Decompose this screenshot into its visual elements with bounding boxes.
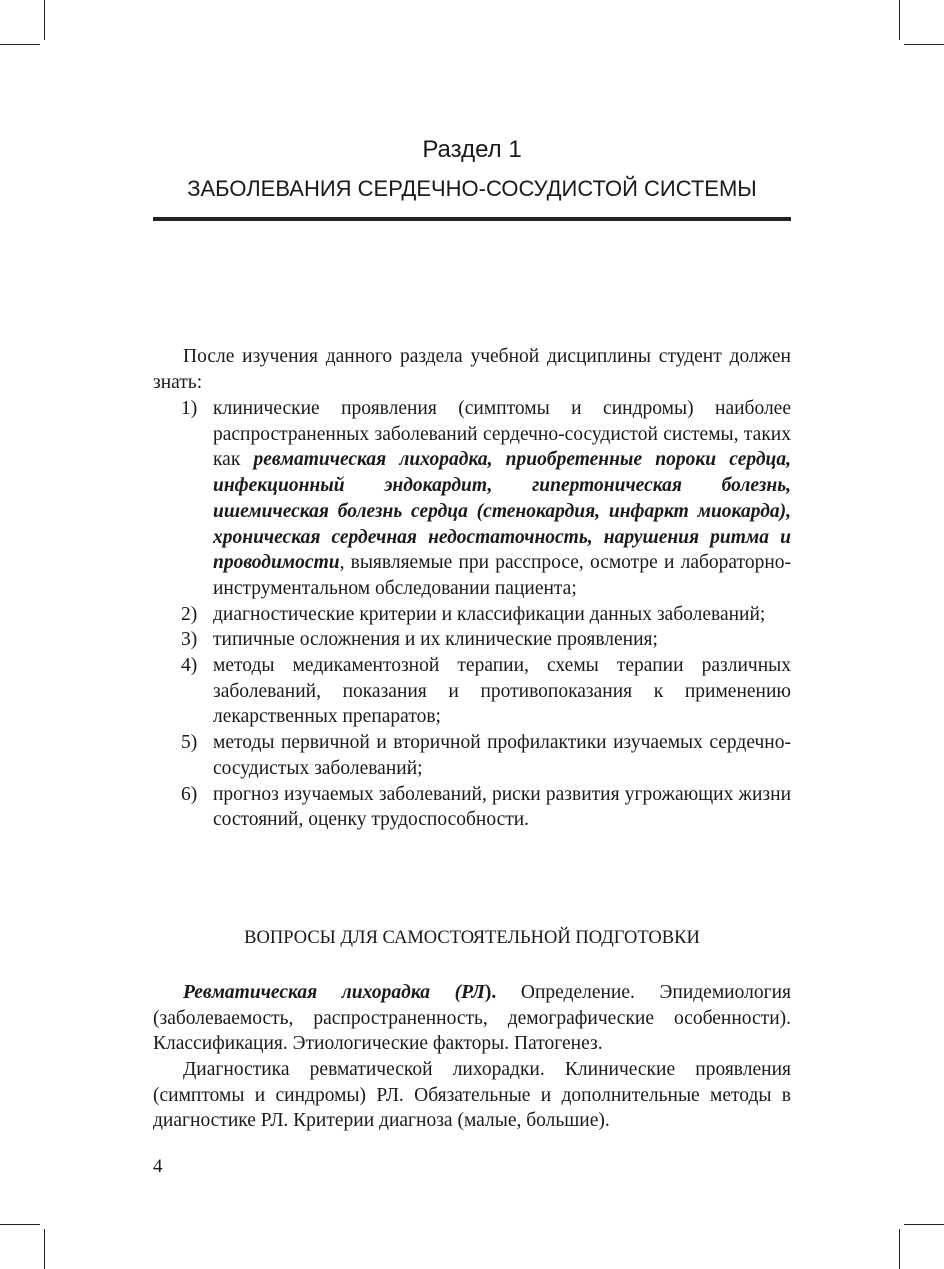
list-item-text: диагностические критерии и классификации данных заболеваний;: [213, 603, 766, 625]
crop-mark: [44, 1229, 45, 1269]
crop-mark: [904, 1224, 944, 1225]
page-number: 4: [153, 1156, 163, 1177]
learning-outcomes-list: [153, 396, 791, 833]
list-item: [153, 730, 791, 781]
list-item-text: методы медикаментозной терапии, схемы терапии различных заболеваний, показания и противопоказания к применению лекарственных препаратов;: [213, 655, 791, 728]
list-item-text: , выявляемые при расспросе, осмотре и лабораторно-инструментальном обследовании пациента;: [213, 552, 791, 599]
list-item-number: 1): [181, 398, 198, 419]
list-item-text: прогноз изучаемых заболеваний, риски развития угрожающих жизни состояний, оценку трудоспособности.: [213, 783, 791, 831]
list-item: [153, 627, 791, 653]
list-item-text: типичные осложнения и их клинические проявления;: [213, 629, 658, 651]
section-number: Раздел 1: [422, 136, 522, 163]
crop-mark: [899, 1229, 900, 1269]
topic-name: Ревматическая лихорадка (: [183, 982, 462, 1003]
list-item-number: 6): [181, 783, 198, 805]
topic-abbreviation: РЛ: [461, 982, 485, 1003]
list-item-number: 2): [181, 603, 198, 625]
list-item: [153, 396, 791, 602]
crop-mark: [0, 1224, 40, 1225]
list-item: [153, 602, 791, 628]
list-item: [153, 653, 791, 730]
title-rule: [153, 217, 791, 221]
list-item-number: 4): [181, 655, 198, 677]
intro-paragraph: После изучения данного раздела учебной дисциплины студент должен знать:: [153, 346, 791, 393]
crop-mark: [44, 0, 45, 40]
questions-heading: ВОПРОСЫ ДЛЯ САМОСТОЯТЕЛЬНОЙ ПОДГОТОВКИ: [244, 928, 700, 948]
questions-paragraph-2: Диагностика ревматической лихорадки. Клинические проявления (симптомы и синдромы) РЛ. Обязательные и дополнительные методы в диагностике РЛ. Критерии диагноза (малые, большие).: [153, 1059, 791, 1132]
section-title: ЗАБОЛЕВАНИЯ СЕРДЕЧНО-СОСУДИСТОЙ СИСТЕМЫ: [187, 176, 757, 201]
topic-name-close: ).: [484, 982, 497, 1003]
list-item: [153, 782, 791, 833]
list-item-text: методы первичной и вторичной профилактики изучаемых сердечно-сосудистых заболеваний;: [213, 732, 791, 779]
crop-mark: [0, 44, 40, 45]
list-item-number: 3): [181, 629, 198, 651]
questions-text: Определение. Эпидемиология (заболеваемость, распространенность, демографические особенности). Классификация. Этиологические факторы. Патогенез.: [153, 982, 791, 1055]
list-item-text: клинические проявления (симптомы и синдромы) наиболее распространенных заболеваний сердечно-сосудистой системы, таких как: [213, 398, 791, 471]
questions-paragraph: [153, 980, 791, 1057]
list-item-number: 5): [181, 732, 198, 754]
crop-mark: [899, 0, 900, 40]
crop-mark: [904, 44, 944, 45]
list-item-emphasis: ревматическая лихорадка, приобретенные пороки сердца, инфекционный эндокардит, гипертоническая болезнь, ишемическая болезнь сердца (стенокардия, инфаркт миокарда), хроническая сердечная недостаточность, нарушения ритма и проводимости: [213, 449, 791, 574]
